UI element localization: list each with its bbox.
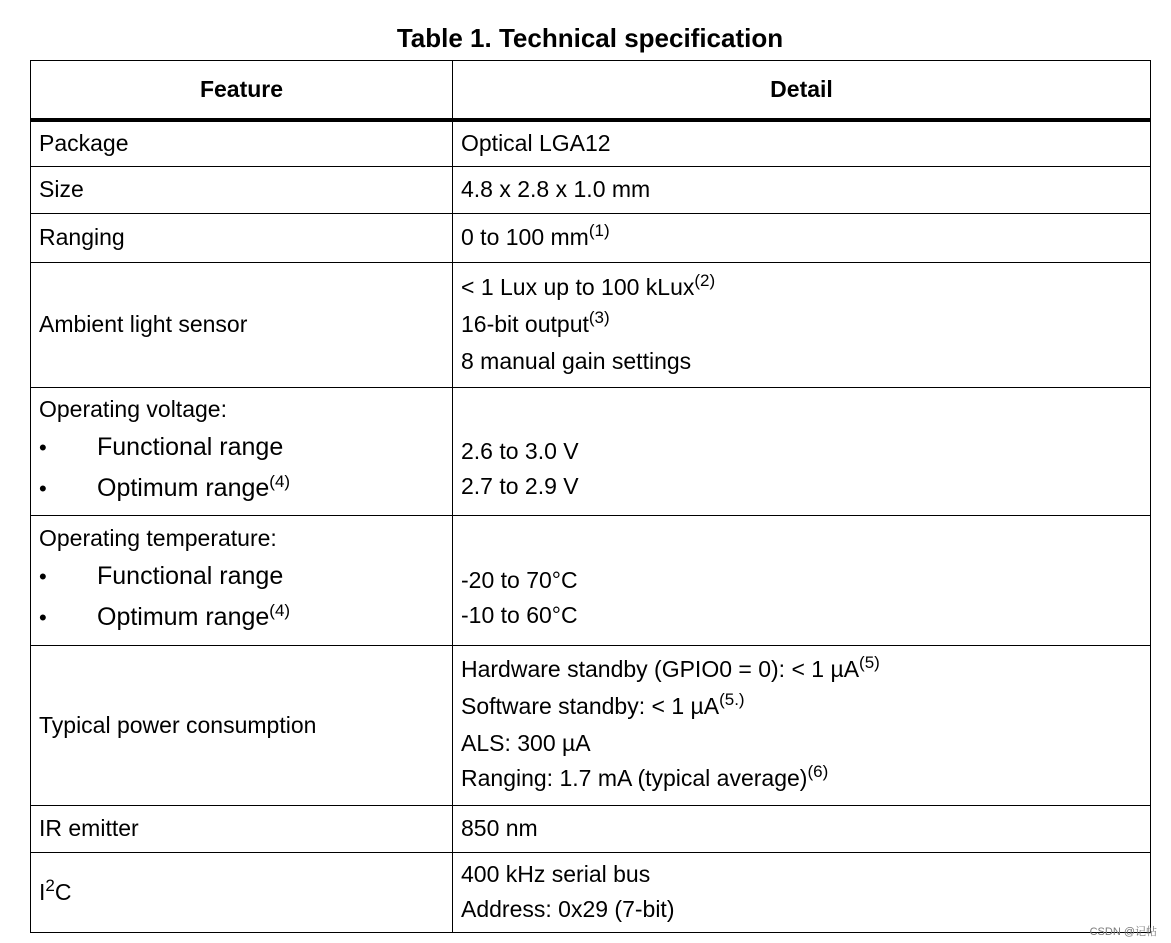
power-line-2 [461, 689, 1142, 726]
power-sw-standby: Software standby: < 1 µA [461, 693, 720, 719]
bullet-icon: • [39, 563, 47, 589]
footnote-ref: (5) [859, 653, 880, 672]
temperature-value-2: -10 to 60°C [461, 602, 578, 628]
table-row [31, 852, 1151, 932]
row-size-detail: 4.8 x 2.8 x 1.0 mm [453, 166, 1151, 213]
power-ranging: Ranging: 1.7 mA (typical average) [461, 765, 808, 791]
row-package-feature: Package [31, 120, 453, 166]
footnote-ref: (2) [694, 271, 716, 290]
footnote-ref: (3) [588, 308, 610, 327]
table-row [31, 213, 1151, 262]
row-temperature-feature [31, 515, 453, 645]
temperature-functional-label: Functional range [97, 561, 284, 590]
footnote-ref: (6) [807, 762, 829, 781]
als-line-3: 8 manual gain settings [461, 348, 692, 374]
bullet-icon: • [39, 475, 47, 501]
row-voltage-feature [31, 387, 453, 515]
als-range: < 1 Lux up to 100 kLux [461, 274, 695, 300]
row-ranging-feature: Ranging [31, 213, 453, 262]
i2c-suffix: C [54, 878, 72, 905]
als-line-1 [461, 270, 1142, 307]
voltage-optimum-item [39, 468, 444, 511]
row-i2c-detail [453, 852, 1151, 932]
table-row [31, 262, 1151, 387]
table-row [31, 515, 1151, 645]
row-size-feature: Size [31, 166, 453, 213]
temperature-optimum-label: Optimum range [97, 602, 270, 631]
row-package-detail: Optical LGA12 [453, 120, 1151, 166]
temperature-heading: Operating temperature: [39, 524, 277, 551]
bullet-icon: • [39, 604, 47, 630]
row-temperature-detail [453, 515, 1151, 645]
voltage-optimum-label: Optimum range [97, 473, 270, 502]
i2c-superscript: 2 [45, 875, 55, 895]
temperature-optimum-item [39, 597, 444, 640]
bullet-icon: • [39, 434, 47, 460]
footnote-ref: (4) [269, 600, 291, 620]
i2c-prefix: I [39, 878, 46, 905]
ranging-value: 0 to 100 mm [461, 224, 589, 250]
power-hw-standby: Hardware standby (GPIO0 = 0): < 1 µA [461, 656, 860, 682]
power-line-1 [461, 652, 1142, 689]
power-line-4 [461, 761, 1142, 798]
row-power-detail [453, 645, 1151, 805]
row-voltage-detail [453, 387, 1151, 515]
footnote-ref: (4) [269, 471, 291, 491]
table-row [31, 805, 1151, 852]
temperature-functional-item [39, 556, 444, 597]
footnote-ref: (1) [588, 221, 610, 240]
watermark: CSDN @记帖 [1089, 926, 1157, 938]
voltage-functional-label: Functional range [97, 432, 284, 461]
row-als-feature: Ambient light sensor [31, 262, 453, 387]
table-header-row [31, 61, 1151, 121]
row-als-detail [453, 262, 1151, 387]
row-power-feature: Typical power consumption [31, 645, 453, 805]
footnote-ref: (5.) [719, 690, 745, 709]
i2c-line-2: Address: 0x29 (7-bit) [461, 896, 675, 922]
table-row [31, 387, 1151, 515]
table-row [31, 120, 1151, 166]
spec-table [30, 60, 1151, 933]
als-line-2 [461, 307, 1142, 344]
table-row [31, 645, 1151, 805]
row-ranging-detail [453, 213, 1151, 262]
row-ir-feature: IR emitter [31, 805, 453, 852]
voltage-heading: Operating voltage: [39, 395, 227, 422]
i2c-line-1: 400 kHz serial bus [461, 861, 651, 887]
row-i2c-feature [31, 852, 453, 932]
temperature-value-1: -20 to 70°C [461, 567, 578, 593]
table-row [31, 166, 1151, 213]
voltage-functional-item [39, 427, 444, 468]
als-output: 16-bit output [461, 311, 589, 337]
voltage-value-2: 2.7 to 2.9 V [461, 473, 579, 499]
header-detail: Detail [453, 61, 1151, 121]
power-line-3: ALS: 300 µA [461, 730, 591, 756]
table-caption: Table 1. Technical specification [396, 23, 784, 53]
header-feature: Feature [31, 61, 453, 121]
row-ir-detail: 850 nm [453, 805, 1151, 852]
voltage-value-1: 2.6 to 3.0 V [461, 438, 579, 464]
